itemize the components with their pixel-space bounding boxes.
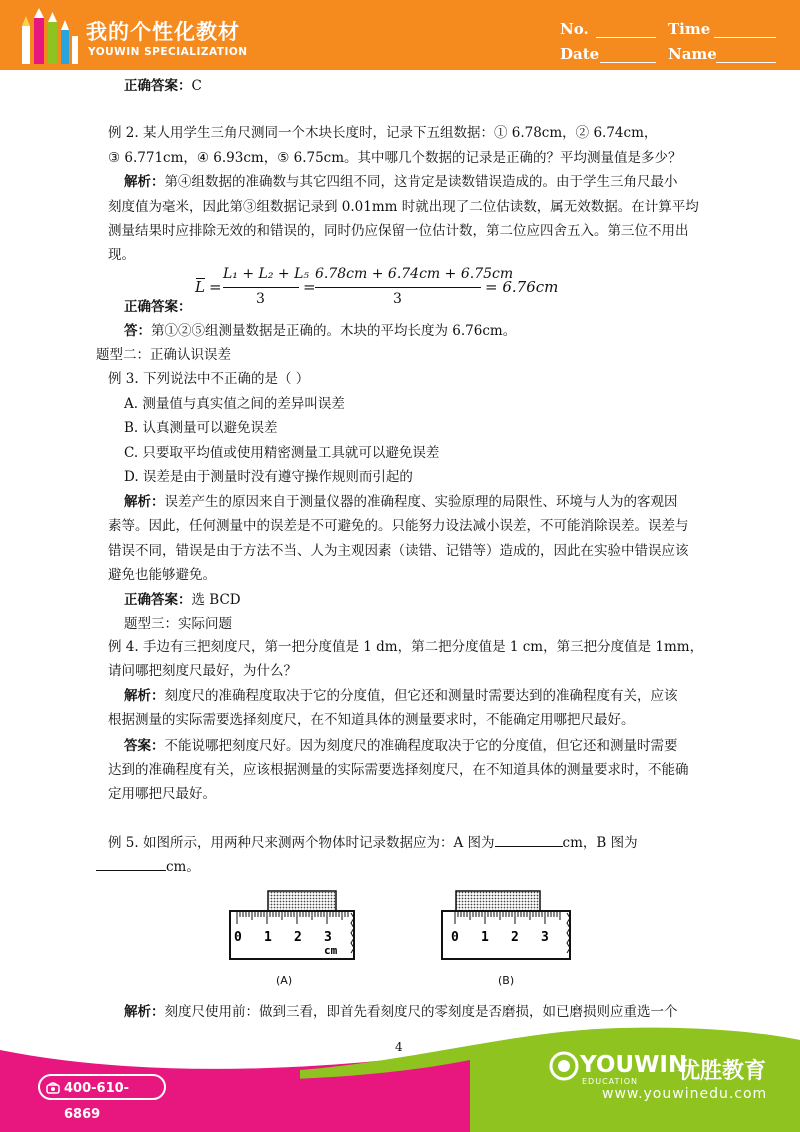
answer-blank-b[interactable]: [96, 856, 166, 871]
formula-denominator-1: 3: [256, 291, 265, 307]
formula-numerator-1: L₁ + L₂ + L₅: [223, 266, 309, 282]
ruler-figure-b: [440, 888, 574, 962]
option-b: B. 认真测量可以避免误差: [124, 420, 278, 436]
figure-a-label: (A): [276, 974, 293, 987]
answer-4-line-3: 定用哪把尺最好。: [108, 786, 216, 802]
formula-numerator-2: 6.78cm + 6.74cm + 6.75cm: [315, 266, 514, 282]
analysis-label: 解析：: [124, 688, 165, 704]
footer-brand-cn: 优胜教育: [678, 1059, 767, 1084]
analysis-text: 误差产生的原因来自于测量仪器的准确程度、实验原理的局限性、环境与人为的客观因: [164, 494, 678, 510]
date-label: Date: [560, 45, 600, 63]
formula-lhs: L: [195, 278, 205, 296]
answer-label: 正确答案：: [124, 592, 192, 608]
ruler-b-tick-2: 2: [511, 930, 519, 945]
analysis-label: 解析：: [124, 174, 165, 190]
phone-number-badge[interactable]: [38, 1074, 166, 1122]
analysis-3-line-1: [124, 493, 678, 511]
ruler-figure-a: [228, 888, 358, 962]
ruler-a-tick-3: 3: [324, 930, 332, 945]
phone-number: 400-610-6869: [64, 1081, 130, 1122]
ruler-body-b: [442, 911, 570, 959]
overline: [196, 278, 205, 279]
answer-text: 选 BCD: [191, 592, 241, 608]
equals-2: =: [303, 278, 316, 296]
example-2-line-1: 例 2. 某人用学生三角尺测同一个木块长度时，记录下五组数据：① 6.78cm，② 6.74cm，: [108, 125, 658, 141]
ruler-b-tick-3: 3: [541, 930, 549, 945]
footer-url[interactable]: www.youwinedu.com: [602, 1086, 768, 1102]
ruler-a-tick-0: 0: [234, 930, 242, 945]
analysis-3-line-2: 素等。因此，任何测量中的误差是不可避免的。只能努力设法减小误差，不可能消除误差。误差与: [108, 518, 689, 534]
analysis-text: 刻度尺的准确程度取决于它的分度值，但它还和测量时需要达到的准确程度有关，应该: [164, 688, 678, 704]
average-formula: [195, 266, 559, 312]
answer-line-1: [124, 77, 202, 95]
topic-2-heading: 题型二：正确认识误差: [96, 347, 231, 363]
analysis-2-line-1: [124, 173, 678, 191]
phone-icon: [46, 1081, 60, 1095]
example-5-line-2: [96, 856, 200, 876]
formula-denominator-2: 3: [393, 291, 402, 307]
option-c: C. 只要取平均值或使用精密测量工具就可以避免误差: [124, 445, 440, 461]
footer-brand: YOUWIN: [580, 1052, 688, 1078]
name-label: Name: [668, 45, 717, 63]
answer-text: 不能说哪把刻度尺好。因为刻度尺的准确程度取决于它的分度值，但它还和测量时需要: [164, 738, 678, 754]
analysis-3-line-4: 避免也能够避免。: [108, 567, 216, 583]
example-2-line-2: ③ 6.771cm，④ 6.93cm，⑤ 6.75cm。其中哪几个数据的记录是正确的？平均测量值是多少？: [108, 150, 682, 166]
fraction-bar-2: [315, 287, 481, 288]
analysis-label: 解析：: [124, 494, 165, 510]
answer-4-line-1: [124, 737, 678, 755]
answer-text: 第①②⑤组测量数据是正确的。木块的平均长度为 6.76cm。: [151, 323, 517, 339]
example-5-line-1: [108, 832, 638, 852]
answer-text: C: [191, 78, 202, 94]
example-4-line-1: 例 4. 手边有三把刻度尺，第一把分度值是 1 dm，第二把分度值是 1 cm，第三把分度值是 1mm，: [108, 639, 704, 655]
formula-result: = 6.76cm: [485, 278, 559, 296]
analysis-2-line-3: 测量结果时应排除无效的和错误的，同时仍应保留一位估计数，第二位应四舍五入。第三位不用出: [108, 223, 689, 239]
answer-4-line-2: 达到的准确程度有关，应该根据测量的实际需要选择刻度尺，在不知道具体的测量要求时，不能确: [108, 762, 689, 778]
fraction-bar-1: [223, 287, 299, 288]
analysis-2-line-2: 刻度值为毫米，因此第③组数据记录到 0.01mm 时就出现了二位估读数，属无效数据。在计算平均: [108, 199, 699, 215]
answer-label: 正确答案：: [124, 299, 192, 315]
topic-3-heading: 题型三：实际问题: [124, 616, 232, 632]
answer-statement-2: [124, 322, 516, 340]
ruler-a-tick-2: 2: [294, 930, 302, 945]
equals-1: =: [209, 278, 222, 296]
ruler-a-unit: cm: [324, 944, 338, 957]
footer-brand-edu: EDUCATION: [582, 1077, 639, 1086]
answer-label: 答：: [124, 323, 151, 339]
analysis-4-line-1: [124, 687, 678, 705]
figure-b-label: (B): [498, 974, 515, 987]
option-d: D. 误差是由于测量时没有遵守操作规则而引起的: [124, 469, 413, 485]
example-4-line-2: 请问哪把刻度尺最好，为什么？: [108, 663, 297, 679]
example-5-text-b: cm，B 图为: [562, 835, 638, 851]
analysis-3-line-3: 错误不同，错误是由于方法不当、人为主观因素（读错、记错等）造成的，因此在实验中错误应该: [108, 543, 689, 559]
example-3-question: 例 3. 下列说法中不正确的是（ ）: [108, 371, 310, 387]
analysis-text: 第④组数据的准确数与其它四组不同，这肯定是读数错误造成的。由于学生三角尺最小: [164, 174, 678, 190]
example-5-text-c: cm。: [166, 859, 200, 875]
ruler-b-tick-0: 0: [451, 930, 459, 945]
brand-title: 我的个性化教材: [86, 20, 240, 44]
page-number: 4: [395, 1040, 403, 1054]
answer-label: 答案：: [124, 738, 165, 754]
ruler-a-tick-1: 1: [264, 930, 272, 945]
answer-label: 正确答案：: [124, 78, 192, 94]
time-label: Time: [668, 20, 711, 38]
answer-line-2: [124, 298, 192, 316]
brand-subtitle: YOUWIN SPECIALIZATION: [88, 46, 248, 58]
answer-line-3: [124, 591, 241, 609]
ruler-b-tick-1: 1: [481, 930, 489, 945]
analysis-text: 刻度尺使用前：做到三看，即首先看刻度尺的零刻度是否磨损，如已磨损则应重选一个: [164, 1004, 678, 1020]
measured-block-b: [456, 891, 540, 911]
answer-blank-a[interactable]: [495, 832, 563, 847]
example-5-text-a: 例 5. 如图所示，用两种尺来测两个物体时记录数据应为：A 图为: [108, 835, 495, 851]
analysis-label: 解析：: [124, 1004, 165, 1020]
youwin-logo-icon: [548, 1050, 580, 1082]
analysis-4-line-2: 根据测量的实际需要选择刻度尺，在不知道具体的测量要求时，不能确定用哪把尺最好。: [108, 712, 635, 728]
no-label: No.: [560, 20, 589, 38]
option-a: A. 测量值与真实值之间的差异叫误差: [124, 396, 345, 412]
analysis-2-line-4: 现。: [108, 247, 135, 263]
